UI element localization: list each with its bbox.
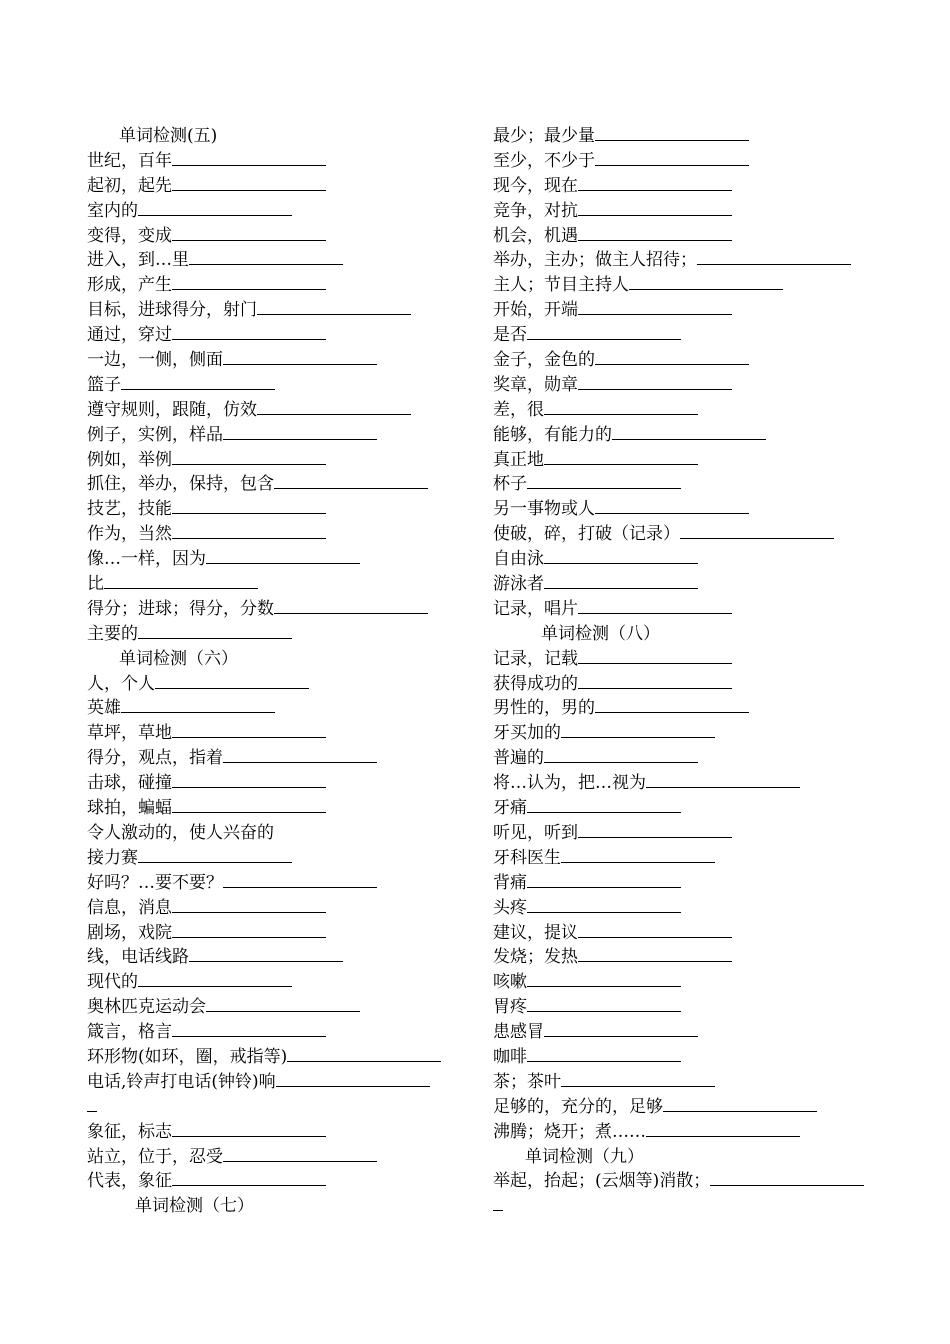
vocab-prompt: 起初，起先 bbox=[87, 175, 172, 196]
vocab-item bbox=[493, 896, 873, 921]
answer-blank[interactable] bbox=[578, 199, 732, 216]
answer-blank[interactable] bbox=[172, 721, 326, 738]
vocab-item bbox=[87, 497, 467, 522]
vocab-prompt: 最少；最少量 bbox=[493, 126, 595, 146]
vocab-prompt: 牙科医生 bbox=[493, 847, 561, 868]
answer-blank[interactable] bbox=[172, 224, 326, 241]
answer-blank[interactable] bbox=[663, 1095, 817, 1112]
answer-blank[interactable] bbox=[544, 448, 698, 465]
vocab-prompt: 是否 bbox=[493, 325, 527, 346]
answer-blank[interactable] bbox=[172, 1120, 326, 1137]
answer-blank[interactable] bbox=[172, 174, 326, 191]
vocab-item bbox=[493, 149, 873, 174]
answer-blank[interactable] bbox=[646, 1120, 800, 1137]
vocab-prompt: 剧场，戏院 bbox=[87, 922, 172, 943]
vocab-prompt: 抓住，举办，保持，包含 bbox=[87, 474, 274, 495]
vocab-item bbox=[87, 771, 467, 796]
answer-blank[interactable] bbox=[629, 273, 783, 290]
answer-blank[interactable] bbox=[697, 248, 851, 265]
vocab-prompt: 至少，不少于 bbox=[493, 150, 595, 171]
answer-blank[interactable] bbox=[206, 547, 360, 564]
answer-blank[interactable] bbox=[527, 896, 681, 913]
vocab-prompt: 奥林匹克运动会 bbox=[87, 997, 206, 1018]
vocab-prompt: 发烧；发热 bbox=[493, 947, 578, 968]
vocab-item bbox=[87, 323, 467, 348]
vocab-prompt: 变得，变成 bbox=[87, 225, 172, 246]
vocab-item bbox=[87, 248, 467, 273]
vocab-item bbox=[493, 572, 873, 597]
vocab-prompt: 主要的 bbox=[87, 623, 138, 644]
answer-blank[interactable] bbox=[172, 1020, 326, 1037]
answer-blank[interactable] bbox=[595, 149, 749, 166]
vocab-item bbox=[87, 721, 467, 746]
vocab-prompt: 室内的 bbox=[87, 200, 138, 221]
vocab-prompt: 另一事物或人 bbox=[493, 499, 595, 520]
vocab-item bbox=[493, 871, 873, 896]
answer-blank[interactable] bbox=[578, 672, 732, 689]
vocab-prompt: 好吗？…要不要？ bbox=[87, 872, 223, 893]
answer-blank[interactable] bbox=[646, 771, 800, 788]
vocab-prompt: 信息，消息 bbox=[87, 897, 172, 918]
vocab-prompt: 草坪，草地 bbox=[87, 723, 172, 744]
section-heading: 单词检测(五) bbox=[119, 126, 218, 146]
answer-blank[interactable] bbox=[680, 522, 834, 539]
section-heading: 单词检测（六） bbox=[119, 648, 238, 669]
answer-blank[interactable] bbox=[527, 472, 681, 489]
vocab-prompt: 击球，碰撞 bbox=[87, 773, 172, 794]
vocab-item bbox=[493, 1070, 873, 1095]
vocab-prompt: 使破，碎，打破（记录） bbox=[493, 524, 680, 545]
vocab-item bbox=[87, 348, 467, 373]
answer-blank[interactable] bbox=[138, 622, 292, 639]
vocab-item bbox=[493, 1169, 873, 1219]
vocab-item bbox=[87, 1169, 467, 1194]
vocab-prompt: 差，很 bbox=[493, 399, 544, 420]
vocab-item bbox=[493, 522, 873, 547]
vocab-item bbox=[493, 1045, 873, 1070]
answer-blank[interactable] bbox=[206, 995, 360, 1012]
answer-blank[interactable] bbox=[527, 871, 681, 888]
vocab-prompt: 一边，一侧，侧面 bbox=[87, 350, 223, 371]
answer-blank[interactable] bbox=[578, 597, 732, 614]
vocab-item bbox=[493, 497, 873, 522]
vocab-item bbox=[493, 398, 873, 423]
vocab-item bbox=[87, 1120, 467, 1145]
vocab-prompt: 头疼 bbox=[493, 897, 527, 918]
vocab-prompt: 环形物(如环，圈，戒指等) bbox=[87, 1046, 288, 1067]
answer-blank[interactable] bbox=[189, 945, 343, 962]
answer-blank[interactable] bbox=[527, 970, 681, 987]
answer-blank-continuation[interactable] bbox=[87, 1095, 97, 1112]
answer-blank-continuation[interactable] bbox=[493, 1194, 503, 1211]
answer-blank[interactable] bbox=[578, 647, 732, 664]
vocab-item bbox=[87, 1070, 467, 1120]
vocab-prompt: 竞争，对抗 bbox=[493, 200, 578, 221]
vocab-item bbox=[493, 373, 873, 398]
vocab-item bbox=[87, 547, 467, 572]
vocab-prompt: 例子，实例，样品 bbox=[87, 424, 223, 445]
answer-blank[interactable] bbox=[172, 273, 326, 290]
vocab-prompt: 牙买加的 bbox=[493, 723, 561, 744]
vocab-prompt: 通过，穿过 bbox=[87, 325, 172, 346]
answer-blank[interactable] bbox=[578, 224, 732, 241]
answer-blank[interactable] bbox=[223, 1145, 377, 1162]
vocab-item bbox=[493, 846, 873, 871]
vocab-item bbox=[87, 896, 467, 921]
vocab-prompt: 进入，到…里 bbox=[87, 250, 189, 271]
answer-blank[interactable] bbox=[561, 1070, 715, 1087]
vocab-prompt: 记录，记载 bbox=[493, 648, 578, 669]
vocab-prompt: 代表，象征 bbox=[87, 1171, 172, 1192]
answer-blank[interactable] bbox=[138, 199, 292, 216]
vocab-item bbox=[493, 298, 873, 323]
vocab-item bbox=[493, 672, 873, 697]
section-heading: 单词检测（八） bbox=[541, 623, 660, 644]
vocab-item bbox=[493, 224, 873, 249]
answer-blank[interactable] bbox=[172, 771, 326, 788]
vocab-item bbox=[493, 199, 873, 224]
vocab-prompt: 咖啡 bbox=[493, 1046, 527, 1067]
answer-blank[interactable] bbox=[138, 846, 292, 863]
vocab-prompt: 能够，有能力的 bbox=[493, 424, 612, 445]
vocab-item bbox=[87, 970, 467, 995]
vocab-item bbox=[493, 174, 873, 199]
vocab-item bbox=[493, 821, 873, 846]
vocab-item bbox=[87, 1045, 467, 1070]
answer-blank[interactable] bbox=[121, 696, 275, 713]
answer-blank[interactable] bbox=[544, 398, 698, 415]
vocab-prompt: 技艺，技能 bbox=[87, 499, 172, 520]
answer-blank[interactable] bbox=[578, 821, 732, 838]
answer-blank[interactable] bbox=[595, 124, 749, 141]
vocab-item bbox=[87, 945, 467, 970]
vocab-prompt: 球拍，蝙蝠 bbox=[87, 798, 172, 819]
vocab-item bbox=[493, 696, 873, 721]
section-heading: 单词检测（七） bbox=[135, 1196, 254, 1217]
answer-blank[interactable] bbox=[274, 472, 428, 489]
answer-blank[interactable] bbox=[595, 348, 749, 365]
vocab-item bbox=[493, 647, 873, 672]
answer-blank[interactable] bbox=[172, 497, 326, 514]
answer-blank[interactable] bbox=[561, 721, 715, 738]
answer-blank[interactable] bbox=[544, 746, 698, 763]
vocab-item bbox=[87, 174, 467, 199]
vocab-item bbox=[493, 945, 873, 970]
answer-blank[interactable] bbox=[223, 746, 377, 763]
vocab-item bbox=[87, 846, 467, 871]
answer-blank[interactable] bbox=[172, 522, 326, 539]
vocab-prompt: 篮子 bbox=[87, 374, 121, 395]
answer-blank[interactable] bbox=[710, 1169, 864, 1186]
vocab-prompt: 普遍的 bbox=[493, 748, 544, 769]
vocab-prompt: 听见，听到 bbox=[493, 822, 578, 843]
vocab-item bbox=[87, 796, 467, 821]
vocab-prompt: 获得成功的 bbox=[493, 673, 578, 694]
vocab-prompt: 茶；茶叶 bbox=[493, 1071, 561, 1092]
answer-blank[interactable] bbox=[274, 597, 428, 614]
vocab-prompt: 记录，唱片 bbox=[493, 598, 578, 619]
vocab-prompt: 例如，举例 bbox=[87, 449, 172, 470]
vocab-prompt: 令人激动的，使人兴奋的 bbox=[87, 822, 274, 843]
vocab-prompt: 患感冒 bbox=[493, 1022, 544, 1043]
vocab-prompt: 将…认为，把…视为 bbox=[493, 773, 646, 794]
vocab-item bbox=[493, 1120, 873, 1145]
answer-blank[interactable] bbox=[595, 696, 749, 713]
answer-blank[interactable] bbox=[527, 796, 681, 813]
answer-blank[interactable] bbox=[172, 149, 326, 166]
vocab-prompt: 举办，主办；做主人招待； bbox=[493, 250, 697, 271]
answer-blank[interactable] bbox=[276, 1070, 430, 1087]
vocab-item bbox=[87, 423, 467, 448]
vocab-item bbox=[87, 1020, 467, 1045]
vocab-item bbox=[87, 373, 467, 398]
vocab-item bbox=[87, 921, 467, 946]
vocab-prompt: 杯子 bbox=[493, 474, 527, 495]
vocab-prompt: 咳嗽 bbox=[493, 972, 527, 993]
vocab-prompt: 站立，位于，忍受 bbox=[87, 1146, 223, 1167]
answer-blank[interactable] bbox=[527, 323, 681, 340]
answer-blank[interactable] bbox=[544, 547, 698, 564]
answer-blank[interactable] bbox=[172, 1169, 326, 1186]
vocab-item bbox=[87, 622, 467, 647]
answer-blank[interactable] bbox=[527, 1045, 681, 1062]
vocab-item bbox=[87, 672, 467, 697]
answer-blank[interactable] bbox=[257, 298, 411, 315]
vocab-item bbox=[493, 472, 873, 497]
vocab-prompt: 背痛 bbox=[493, 872, 527, 893]
vocab-prompt: 象征，标志 bbox=[87, 1121, 172, 1142]
vocab-prompt: 箴言，格言 bbox=[87, 1022, 172, 1043]
vocab-item bbox=[493, 921, 873, 946]
vocab-prompt: 目标，进球得分，射门 bbox=[87, 300, 257, 321]
answer-blank[interactable] bbox=[578, 174, 732, 191]
vocab-item bbox=[87, 273, 467, 298]
answer-blank[interactable] bbox=[155, 672, 309, 689]
vocab-item bbox=[87, 398, 467, 423]
vocab-item bbox=[493, 746, 873, 771]
answer-blank[interactable] bbox=[527, 995, 681, 1012]
vocab-prompt: 真正地 bbox=[493, 449, 544, 470]
vocab-item bbox=[493, 348, 873, 373]
right-column bbox=[493, 124, 873, 1219]
answer-blank[interactable] bbox=[578, 921, 732, 938]
vocab-item bbox=[493, 771, 873, 796]
vocab-item bbox=[87, 572, 467, 597]
vocab-item bbox=[87, 746, 467, 771]
vocab-item bbox=[493, 423, 873, 448]
answer-blank[interactable] bbox=[578, 373, 732, 390]
vocab-prompt: 男性的，男的 bbox=[493, 698, 595, 719]
vocab-item bbox=[493, 448, 873, 473]
answer-blank[interactable] bbox=[121, 373, 275, 390]
vocab-item bbox=[87, 522, 467, 547]
vocab-item bbox=[493, 1020, 873, 1045]
vocab-prompt: 自由泳 bbox=[493, 549, 544, 570]
vocab-prompt: 现代的 bbox=[87, 972, 138, 993]
vocab-item bbox=[87, 871, 467, 896]
vocab-prompt: 得分；进球；得分，分数 bbox=[87, 598, 274, 619]
answer-blank[interactable] bbox=[612, 423, 766, 440]
answer-blank[interactable] bbox=[595, 497, 749, 514]
answer-blank[interactable] bbox=[172, 921, 326, 938]
vocab-prompt: 机会，机遇 bbox=[493, 225, 578, 246]
answer-blank[interactable] bbox=[544, 1020, 698, 1037]
vocab-item bbox=[493, 1095, 873, 1120]
vocab-item bbox=[493, 248, 873, 273]
vocab-prompt: 英雄 bbox=[87, 698, 121, 719]
vocab-item bbox=[87, 696, 467, 721]
vocab-prompt: 接力赛 bbox=[87, 847, 138, 868]
vocab-prompt: 作为，当然 bbox=[87, 524, 172, 545]
vocab-item bbox=[87, 995, 467, 1020]
vocab-item bbox=[87, 224, 467, 249]
answer-blank[interactable] bbox=[172, 323, 326, 340]
vocab-item bbox=[87, 448, 467, 473]
answer-blank[interactable] bbox=[172, 448, 326, 465]
answer-blank[interactable] bbox=[104, 572, 258, 589]
answer-blank[interactable] bbox=[172, 796, 326, 813]
answer-blank[interactable] bbox=[578, 298, 732, 315]
vocab-item bbox=[493, 995, 873, 1020]
answer-blank[interactable] bbox=[223, 348, 377, 365]
vocab-prompt: 得分，观点，指着 bbox=[87, 748, 223, 769]
vocab-prompt: 现今，现在 bbox=[493, 175, 578, 196]
vocab-item bbox=[493, 796, 873, 821]
answer-blank[interactable] bbox=[189, 248, 343, 265]
vocab-prompt: 线，电话线路 bbox=[87, 947, 189, 968]
section-heading: 单词检测（九） bbox=[525, 1146, 644, 1167]
vocab-item bbox=[493, 124, 873, 149]
vocab-prompt: 遵守规则，跟随，仿效 bbox=[87, 399, 257, 420]
vocab-prompt: 开始，开端 bbox=[493, 300, 578, 321]
answer-blank[interactable] bbox=[544, 572, 698, 589]
answer-blank[interactable] bbox=[287, 1045, 441, 1062]
answer-blank[interactable] bbox=[561, 846, 715, 863]
vocab-item bbox=[493, 273, 873, 298]
vocab-prompt: 世纪，百年 bbox=[87, 150, 172, 171]
vocab-prompt: 举起，抬起；(云烟等)消散； bbox=[493, 1171, 711, 1192]
answer-blank[interactable] bbox=[257, 398, 411, 415]
vocab-prompt: 游泳者 bbox=[493, 574, 544, 595]
vocab-item bbox=[87, 149, 467, 174]
vocab-prompt: 建议，提议 bbox=[493, 922, 578, 943]
vocab-item bbox=[493, 547, 873, 572]
answer-blank[interactable] bbox=[223, 423, 377, 440]
vocab-prompt: 牙痛 bbox=[493, 798, 527, 819]
vocab-prompt: 人，个人 bbox=[87, 673, 155, 694]
left-column bbox=[87, 124, 467, 1219]
vocab-item bbox=[493, 597, 873, 622]
vocab-item bbox=[87, 199, 467, 224]
vocab-prompt: 金子，金色的 bbox=[493, 350, 595, 371]
answer-blank[interactable] bbox=[578, 945, 732, 962]
answer-blank[interactable] bbox=[223, 871, 377, 888]
answer-blank[interactable] bbox=[138, 970, 292, 987]
vocab-prompt: 主人；节目主持人 bbox=[493, 275, 629, 296]
vocab-item bbox=[493, 323, 873, 348]
vocab-prompt: 胃疼 bbox=[493, 997, 527, 1018]
vocab-item bbox=[87, 597, 467, 622]
vocab-prompt: 足够的，充分的，足够 bbox=[493, 1096, 663, 1117]
vocab-prompt: 奖章，勋章 bbox=[493, 374, 578, 395]
vocab-prompt: 像…一样，因为 bbox=[87, 549, 206, 570]
vocab-prompt: 电话,铃声打电话(钟铃)响 bbox=[87, 1071, 276, 1092]
answer-blank[interactable] bbox=[172, 896, 326, 913]
vocab-prompt: 沸腾；烧开；煮…… bbox=[493, 1121, 646, 1142]
vocab-item bbox=[87, 472, 467, 497]
vocab-prompt: 比 bbox=[87, 574, 104, 595]
vocab-item bbox=[493, 970, 873, 995]
vocab-item bbox=[87, 1145, 467, 1170]
vocab-item bbox=[87, 821, 467, 846]
vocab-prompt: 形成，产生 bbox=[87, 275, 172, 296]
vocab-item bbox=[87, 298, 467, 323]
vocab-item bbox=[493, 721, 873, 746]
